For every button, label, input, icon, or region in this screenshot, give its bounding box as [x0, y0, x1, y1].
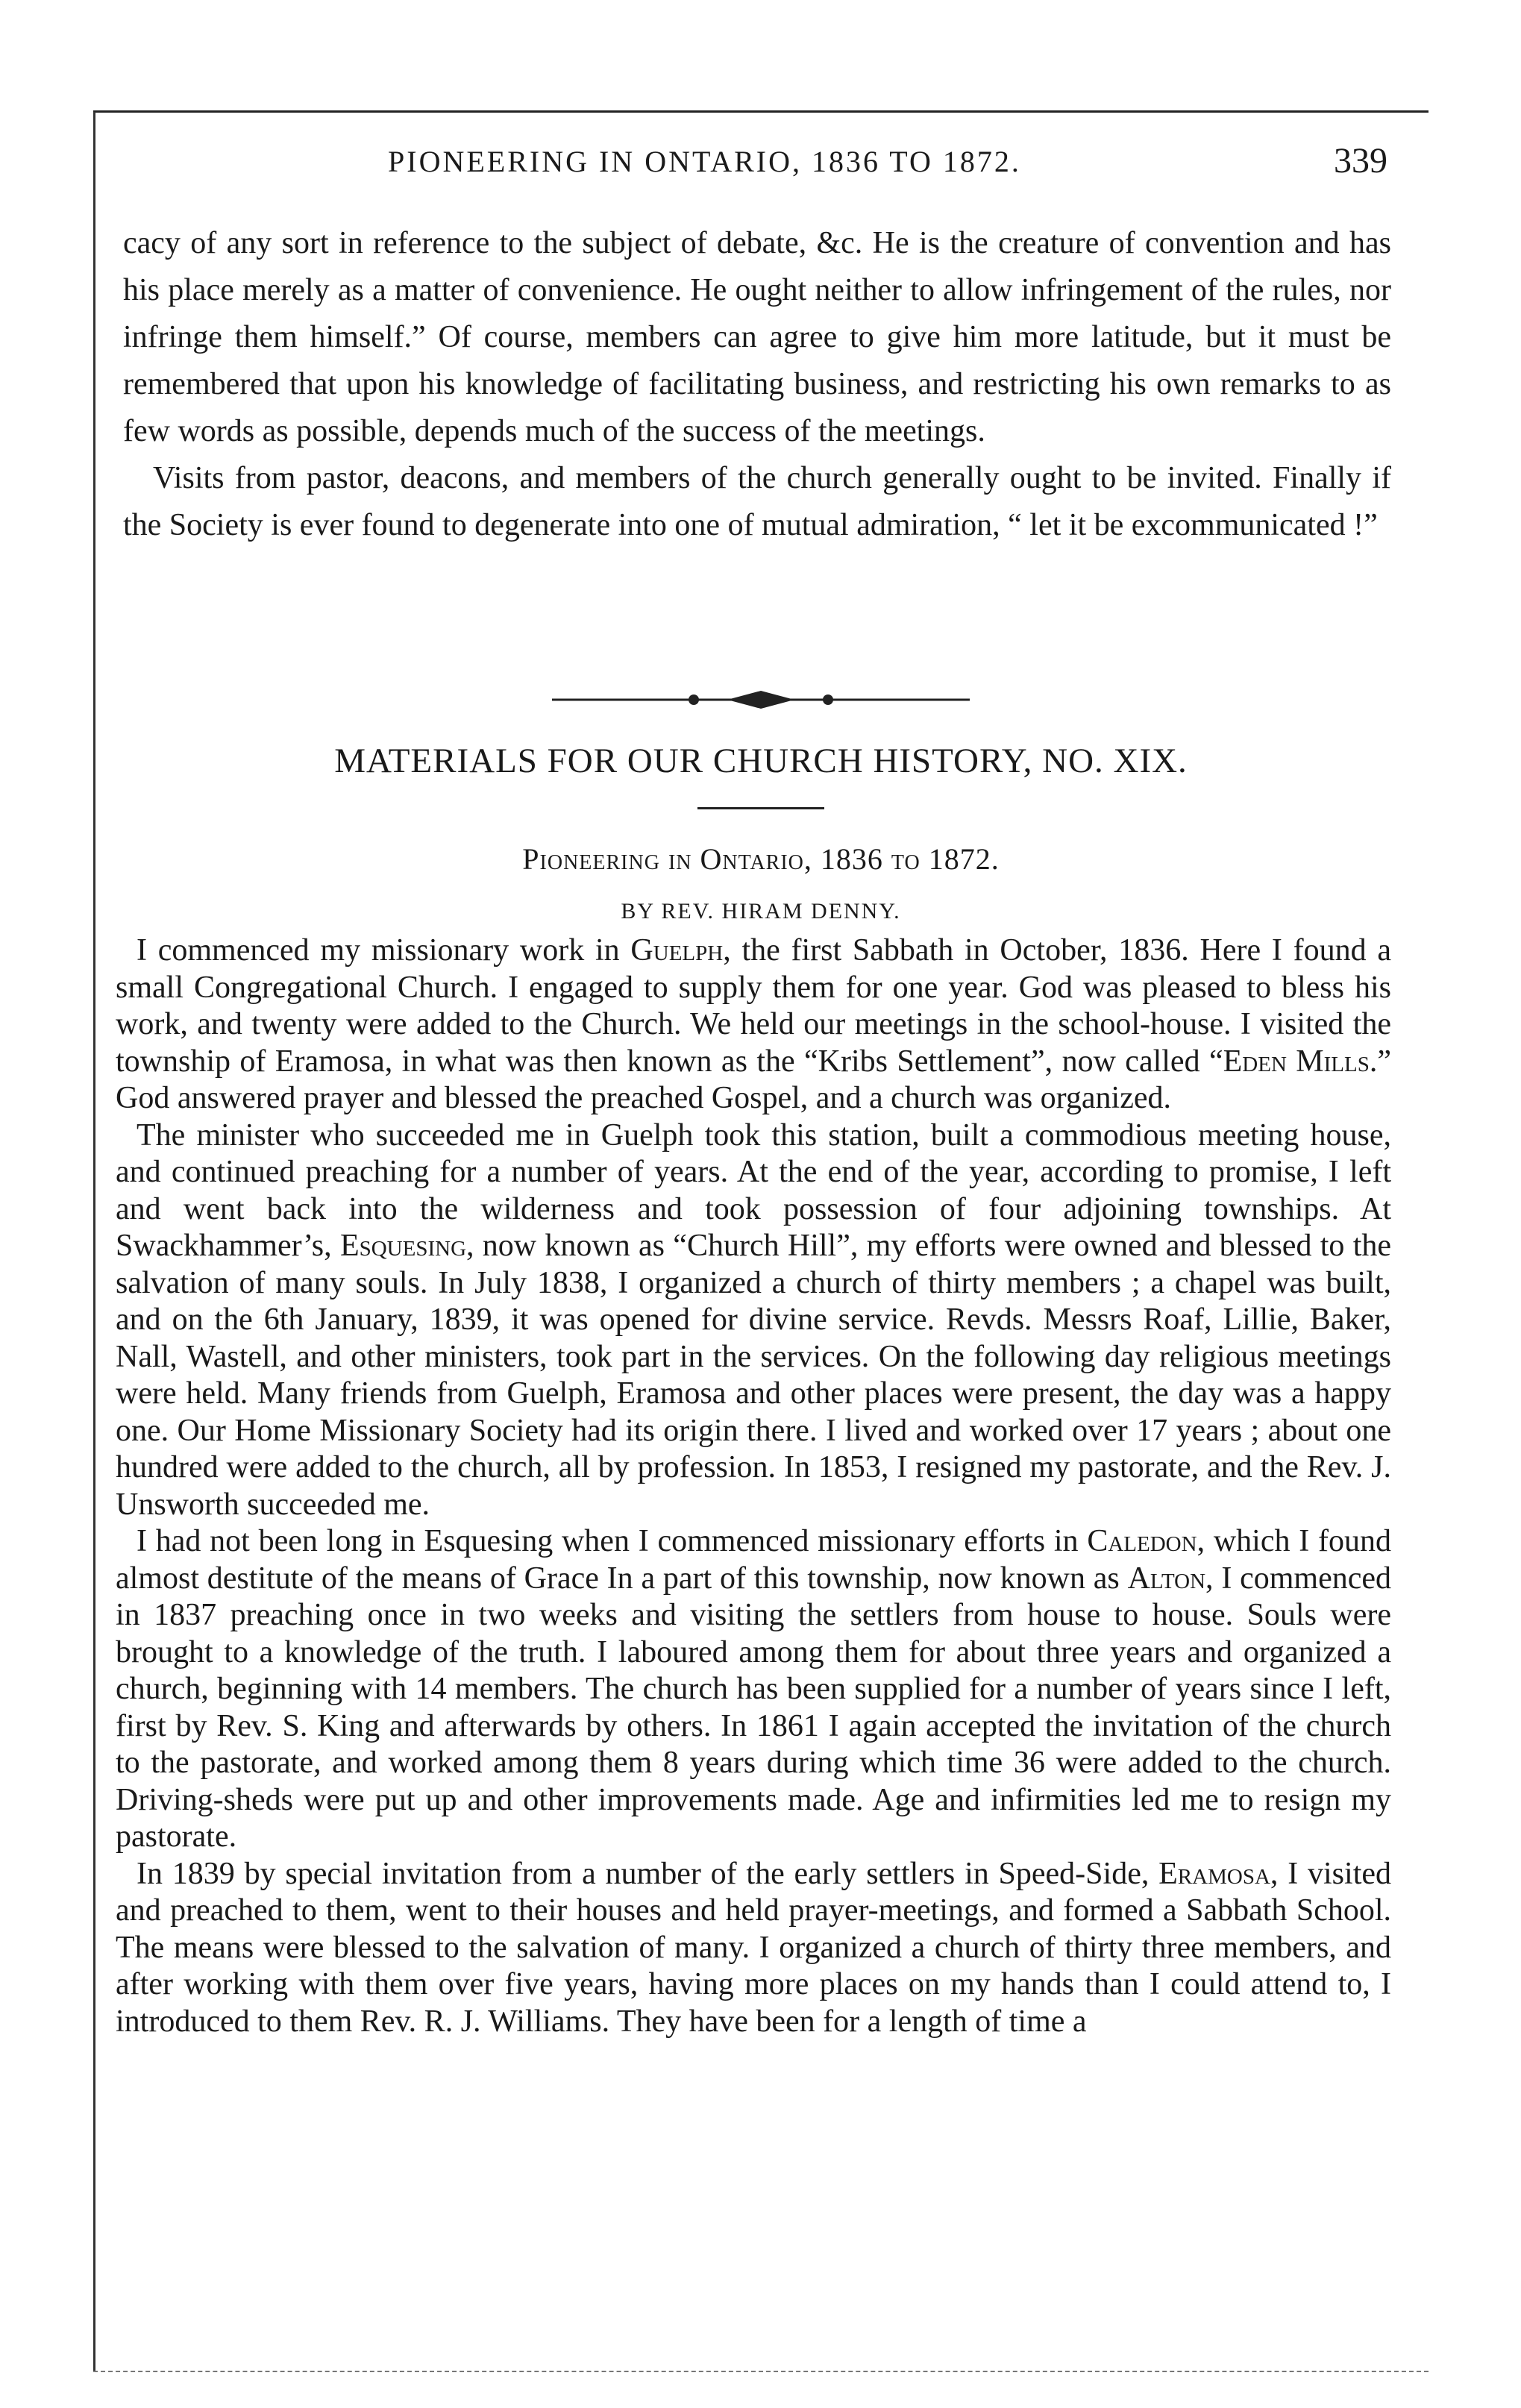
running-head: PIONEERING IN ONTARIO, 1836 TO 1872. — [388, 145, 1021, 178]
text-run: , I commenced in 1837 preaching once in two weeks and visiting the settlers from house to house. Souls were brought to a knowledge of the truth. I laboured among them for about three years and organized a church, beginning with 14 members. The church has been supplied for a number of years since I left, first by Rev. S. King and afterwards by others. In 1861 I again accepted the invitation of the church to the pastorate, and worked among them 8 years during which time 36 were added to the church. Driving-sheds were put up and other improvements made. Age and infirmities led me to resign my pastorate. — [116, 1561, 1392, 1854]
page-number: 339 — [1334, 141, 1387, 181]
article-title: Pioneering in Ontario, 1836 to 1872. — [522, 842, 1000, 876]
previous-article-text — [123, 220, 1391, 549]
ornament-dot — [823, 695, 833, 705]
place-name: Caledon — [1087, 1524, 1197, 1558]
bottom-border-rule — [93, 2371, 1429, 2372]
body-paragraph — [116, 1117, 1391, 1524]
place-name: Eden Mills — [1223, 1044, 1370, 1079]
text-run: .” God answered prayer and blessed the preached Gospel, and a church was organized. — [116, 1044, 1391, 1115]
text-run: , which I found almost destitute of the means of Grace In a part of this township, now known as — [116, 1524, 1391, 1596]
left-border-rule — [93, 112, 95, 2372]
body-paragraph — [116, 1523, 1391, 1856]
body-paragraph — [116, 1856, 1391, 2041]
previous-article-paragraph: Visits from pastor, deacons, and members of the church generally ought to be invited. Finally if the Society is ever found to degenerate into one of mutual admiration, “ let it be excommunicated !” — [123, 461, 1391, 542]
text-run: , I visited and preached to them, went to their houses and held prayer-meetings, and formed a Sabbath School. The means were blessed to the salvation of many. I organized a church of thirty three members, and after working with them over five years, having more places on my hands than I could attend to, I introduced to them Rev. R. J. Williams. They have been for a length of time a — [116, 1856, 1392, 2039]
text-run: In 1839 by special invitation from a number of the early settlers in Speed-Side, — [137, 1856, 1150, 1891]
section-divider-ornament — [552, 685, 970, 715]
text-run: I had not been long in Esquesing when I commenced missionary efforts in — [137, 1524, 1079, 1558]
section-title: MATERIALS FOR OUR CHURCH HISTORY, NO. XIX. — [334, 741, 1188, 780]
text-run: , the first Sabbath in October, 1836. Here I found a small Congregational Church. I engaged to supply them for one year. God was pleased to bless his work, and twenty were added to the Church. We held our meetings in the school-house. I visited the township of Eramosa, in what was then known as the “Kribs Settlement”, now called “ — [116, 933, 1392, 1079]
text-run: The minister who succeeded me in Guelph took this station, built a commodious meeting house, and continued preaching for a number of years. At the end of the year, according to promise, I left and went back into the wilderness and took possession of four adjoining townships. At Swackhammer’s, — [116, 1117, 1391, 1263]
place-name: Esquesing — [339, 1229, 467, 1263]
top-border-rule — [93, 110, 1429, 113]
place-name: Guelph — [630, 933, 724, 968]
text-run: I commenced my missionary work in — [137, 933, 620, 968]
previous-article-paragraph: cacy of any sort in reference to the subject of debate, &c. He is the creature of convention and has his place merely as a matter of convenience. He ought neither to allow infringement of the rules, nor infringe them himself.” Of course, members can agree to give him more latitude, but it must be remembered that upon his knowledge of facilitating business, and restricting his own remarks to as few words as possible, depends much of the success of the meetings. — [123, 226, 1391, 448]
author-byline: BY REV. HIRAM DENNY. — [621, 899, 901, 924]
ornament-dot — [689, 695, 699, 705]
title-underline-rule — [697, 807, 824, 809]
body-paragraph — [116, 932, 1391, 1117]
place-name: Eramosa — [1158, 1856, 1270, 1891]
article-body — [116, 932, 1391, 2040]
place-name: Alton — [1127, 1561, 1206, 1596]
text-run: , now known as “Church Hill”, my efforts were owned and blessed to the salvation of many souls. In July 1838, I organized a church of thirty members ; a chapel was built, and on the 6th January, 1839, it was opened for divine service. Revds. Messrs Roaf, Lillie, Baker, Nall, Wastell, and other ministers, took part in the services. On the following day religious meetings were held. Many friends from Guelph, Eramosa and other places were present, the day was a happy one. Our Home Missionary Society had its origin there. I lived and worked over 17 years ; about one hundred were added to the church, all by profession. In 1853, I resigned my pastorate, and the Rev. J. Unsworth succeeded me. — [116, 1229, 1392, 1522]
ornament-diamond — [727, 691, 794, 709]
